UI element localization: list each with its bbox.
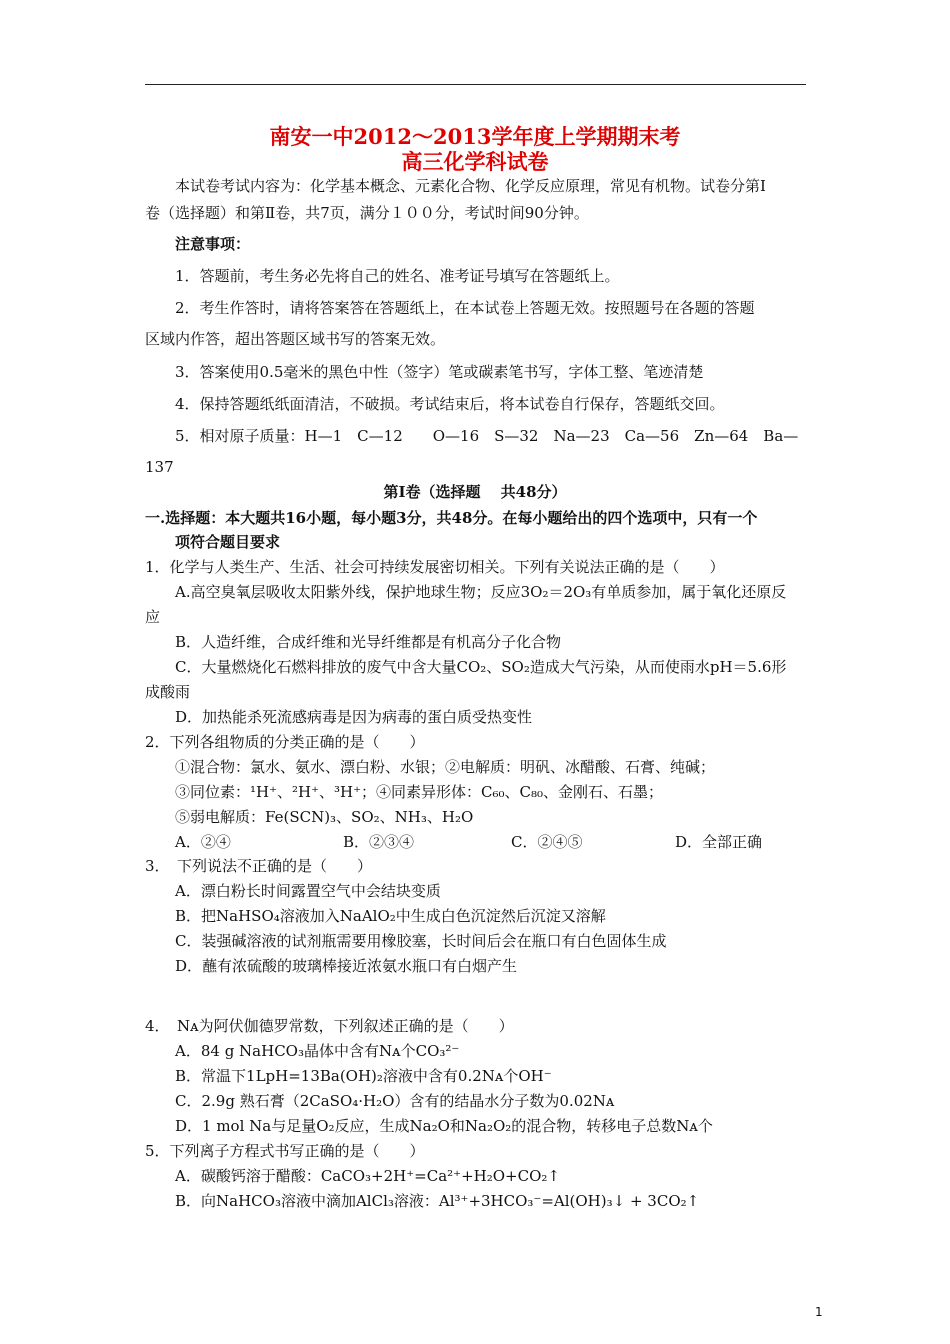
question-option: A．84 g NaHCO₃晶体中含有Nᴀ个CO₃²⁻ xyxy=(175,1042,460,1060)
section-heading: 第Ⅰ卷（选择题 共48分） xyxy=(383,483,567,501)
note-item: 1．答题前，考生务必先将自己的姓名、准考证号填写在答题纸上。 xyxy=(175,267,620,285)
question-stem: 2．下列各组物质的分类正确的是（ ） xyxy=(145,733,425,751)
question-option: D．加热能杀死流感病毒是因为病毒的蛋白质受热变性 xyxy=(175,708,533,726)
question-option: D．蘸有浓硫酸的玻璃棒接近浓氨水瓶口有白烟产生 xyxy=(175,957,518,975)
question-option: D．全部正确 xyxy=(675,833,763,851)
question-option: C．大量燃烧化石燃料排放的废气中含大量CO₂、SO₂造成大气污染，从而使雨水pH＝5.6形 xyxy=(175,658,787,676)
question-option: C．装强碱溶液的试剂瓶需要用橡胶塞，长时间后会在瓶口有白色固体生成 xyxy=(175,932,667,950)
question-option: A．②④ xyxy=(175,833,231,851)
question-option: B．常温下1LpH=13Ba(OH)₂溶液中含有0.2Nᴀ个OH⁻ xyxy=(175,1067,552,1085)
question-option: C．2.9g 熟石膏（2CaSO₄·H₂O）含有的结晶水分子数为0.02Nᴀ xyxy=(175,1092,615,1110)
note-item: 2．考生作答时，请将答案答在答题纸上，在本试卷上答题无效。按照题号在各题的答题 xyxy=(175,299,755,317)
section-instructions: 项符合题目要求 xyxy=(175,533,281,551)
question-statement: ⑤弱电解质：Fe(SCN)₃、SO₂、NH₃、H₂O xyxy=(175,808,474,826)
question-option: D．1 mol Na与足量O₂反应，生成Na₂O和Na₂O₂的混合物，转移电子总数Nᴀ个 xyxy=(175,1117,713,1135)
note-item: 4．保持答题纸纸面清洁，不破损。考试结束后，将本试卷自行保存，答题纸交回。 xyxy=(175,395,725,413)
note-item: 5．相对原子质量：H—1 C—12 O—16 S—32 Na—23 Ca—56 Zn—64 Ba— xyxy=(175,427,799,445)
intro-line: 卷（选择题）和第Ⅱ卷，共7页，满分１００分，考试时间90分钟。 xyxy=(145,204,589,222)
question-option: C．②④⑤ xyxy=(511,833,583,851)
question-stem: 1．化学与人类生产、生活、社会可持续发展密切相关。下列有关说法正确的是（ ） xyxy=(145,558,725,576)
question-stem: 5．下列离子方程式书写正确的是（ ） xyxy=(145,1142,425,1160)
question-option: A．漂白粉长时间露置空气中会结块变质 xyxy=(175,882,441,900)
section-instructions: 一.选择题：本大题共16小题，每小题3分，共48分。在每小题给出的四个选项中，只有一个 xyxy=(145,509,758,527)
question-option: 成酸雨 xyxy=(145,683,191,701)
question-option: B．人造纤维，合成纤维和光导纤维都是有机高分子化合物 xyxy=(175,633,562,651)
header-rule xyxy=(145,84,806,85)
note-item: 区域内作答，超出答题区域书写的答案无效。 xyxy=(145,330,446,348)
exam-subtitle: 高三化学科试卷 xyxy=(401,149,549,174)
question-option: A．碳酸钙溶于醋酸：CaCO₃+2H⁺=Ca²⁺+H₂O+CO₂↑ xyxy=(175,1167,560,1185)
intro-line: 本试卷考试内容为：化学基本概念、元素化合物、化学反应原理，常见有机物。试卷分第Ⅰ xyxy=(175,177,766,195)
note-item: 3．答案使用0.5毫米的黑色中性（签字）笔或碳素笔书写，字体工整、笔迹清楚 xyxy=(175,363,704,381)
question-option: B．把NaHSO₄溶液加入NaAlO₂中生成白色沉淀然后沉淀又溶解 xyxy=(175,907,606,925)
exam-title: 南安一中2012～2013学年度上学期期末考 xyxy=(269,124,681,149)
notes-heading: 注意事项： xyxy=(175,235,251,253)
question-option: B．向NaHCO₃溶液中滴加AlCl₃溶液：Al³⁺+3HCO₃⁻=Al(OH)₃↓ + 3CO₂↑ xyxy=(175,1192,700,1210)
question-option: A.高空臭氧层吸收太阳紫外线，保护地球生物；反应3O₂＝2O₃有单质参加，属于氧化还原反 xyxy=(175,583,787,601)
page-number: 1 xyxy=(815,1305,823,1319)
question-option: B．②③④ xyxy=(343,833,415,851)
question-stem: 3． 下列说法不正确的是（ ） xyxy=(145,857,373,875)
question-statement: ③同位素：¹H⁺、²H⁺、³H⁺；④同素异形体：C₆₀、C₈₀、金刚石、石墨； xyxy=(175,783,664,801)
note-item: 137 xyxy=(145,458,174,476)
question-option: 应 xyxy=(145,608,161,626)
question-stem: 4． Nᴀ为阿伏伽德罗常数，下列叙述正确的是（ ） xyxy=(145,1017,514,1035)
question-statement: ①混合物：氯水、氨水、漂白粉、水银；②电解质：明矾、冰醋酸、石膏、纯碱； xyxy=(175,758,716,776)
